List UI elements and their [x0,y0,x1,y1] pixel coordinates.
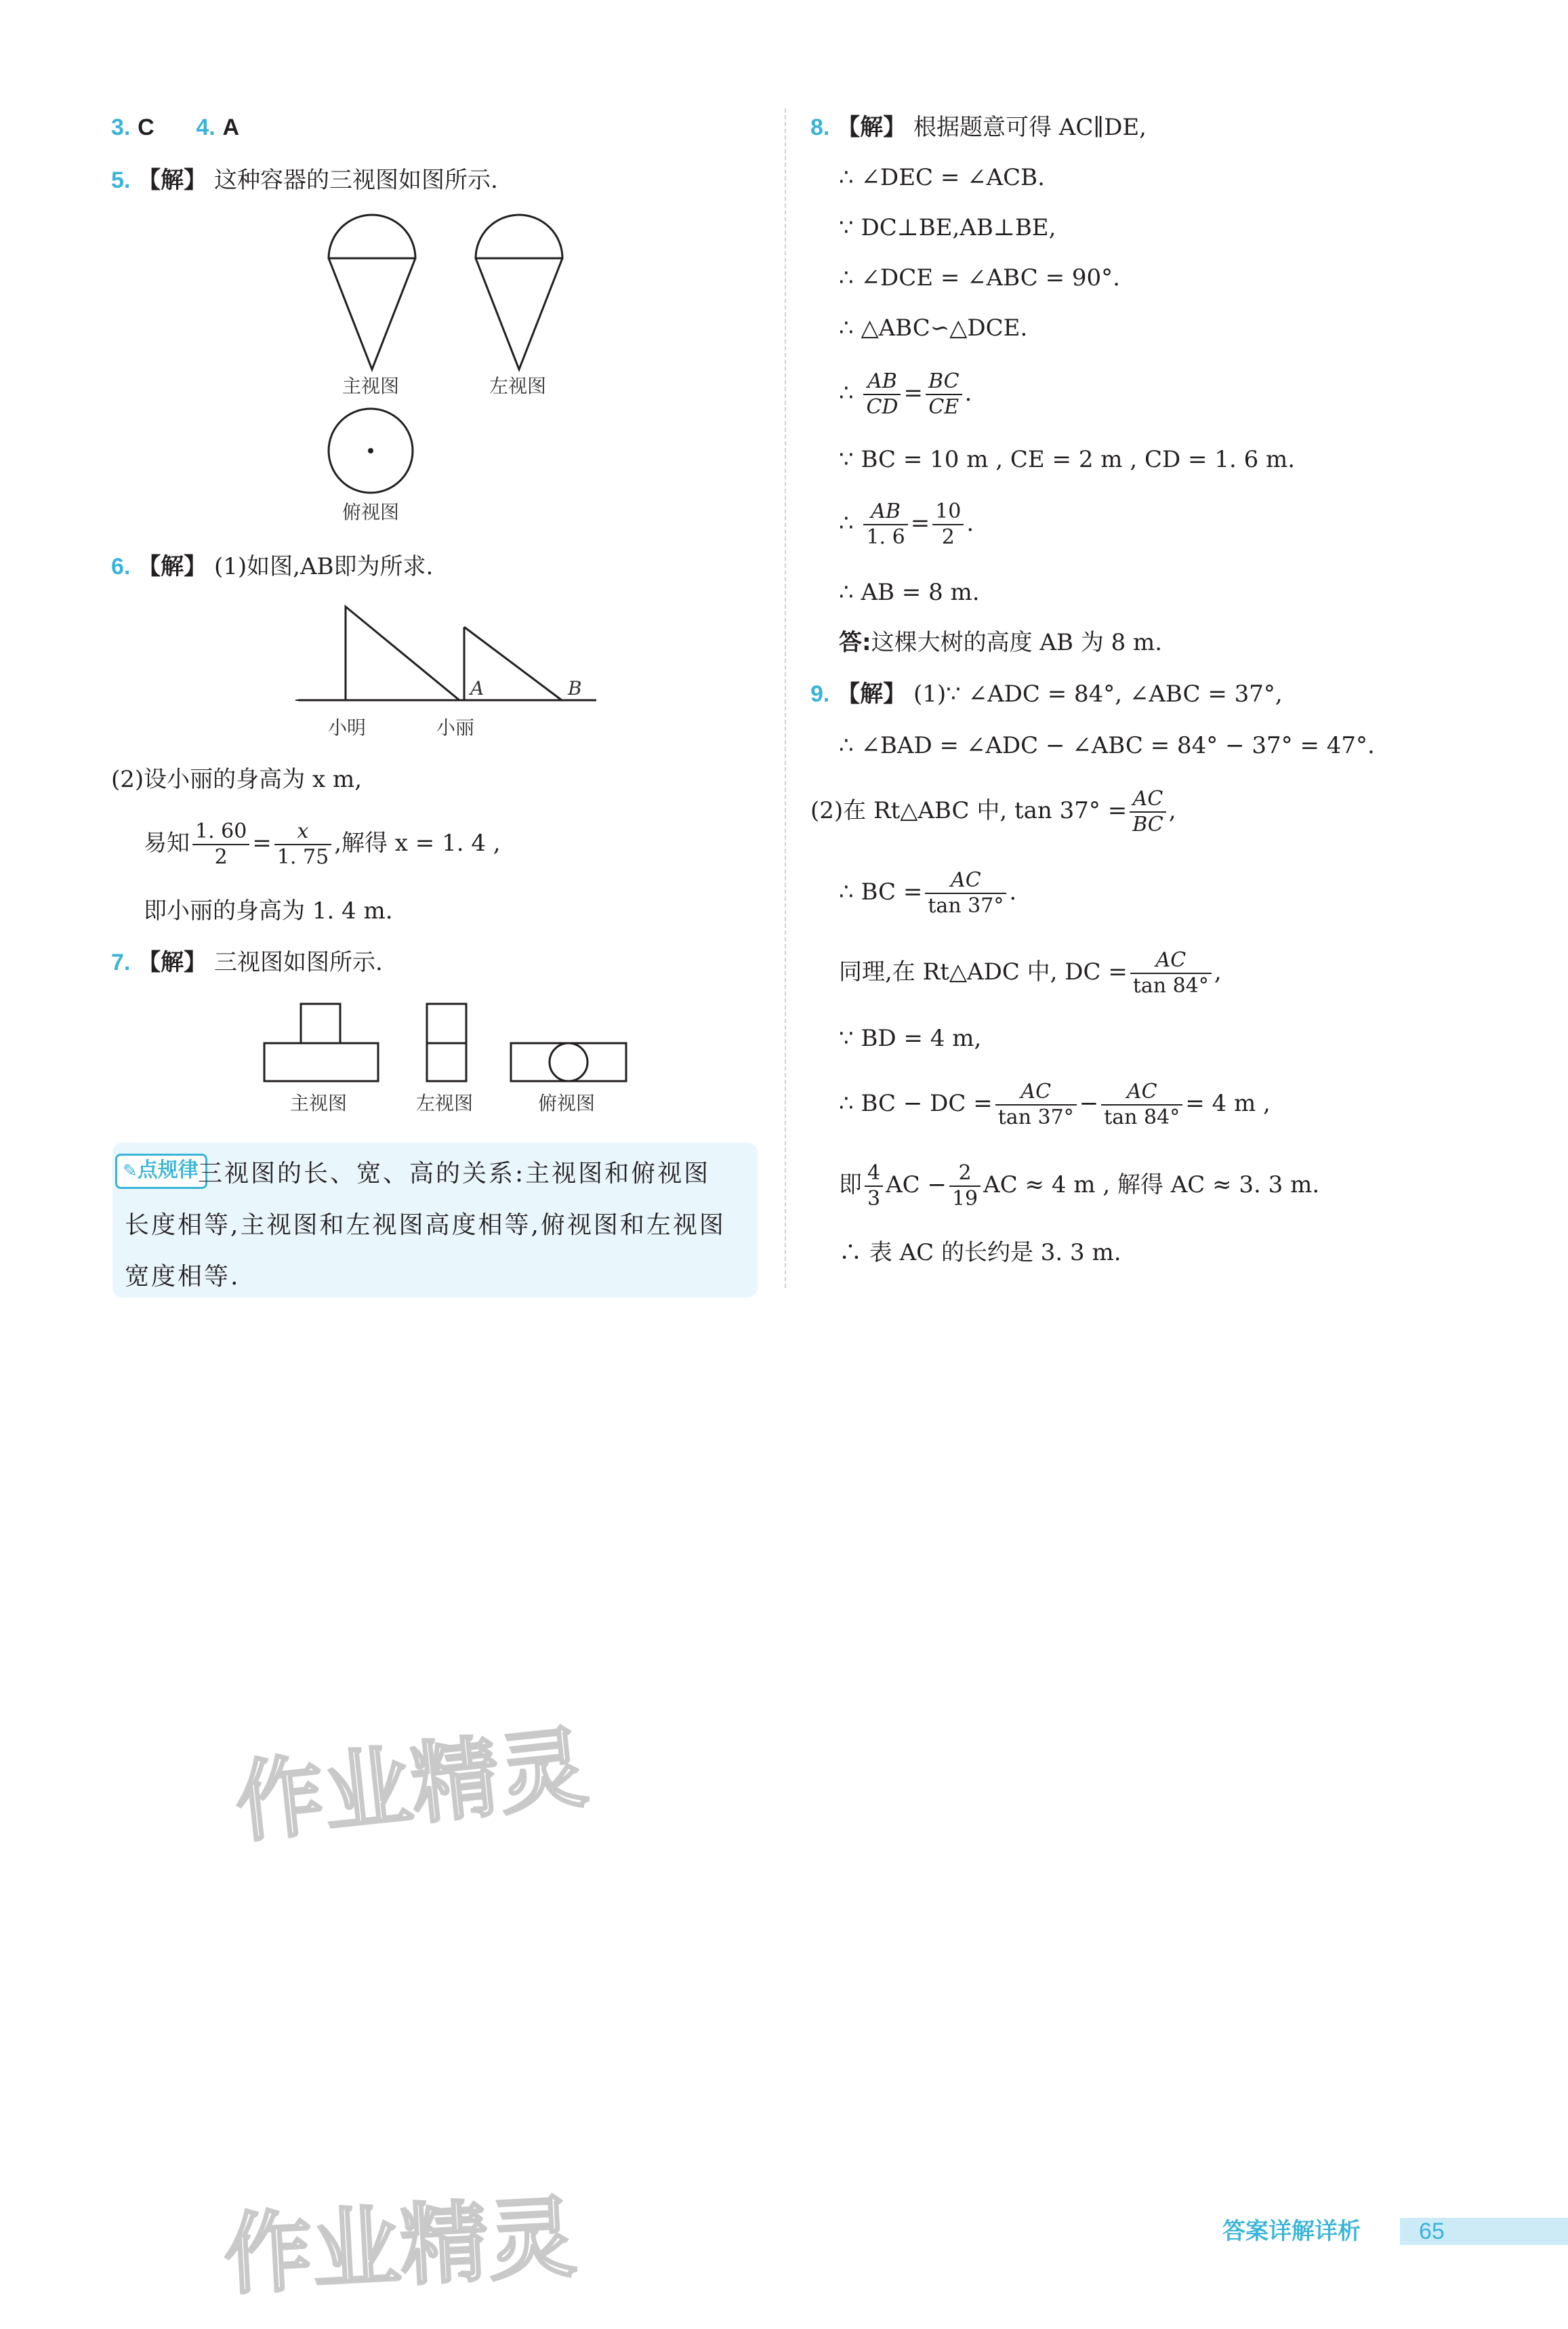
q6-diagram [291,600,603,702]
q9-line-4 [839,945,1222,999]
q9-l6-prefix: ∴ BC − DC = [839,1090,993,1117]
q9-l7-frac-1-den: 3 [867,1187,881,1211]
q8-number: 8. [810,115,830,140]
q8-line-8: ∴ AB = 8 m. [839,579,980,606]
q9-line-3 [839,865,1016,919]
q9-l4-frac-den: tan 84° [1132,974,1209,998]
front-view-top-block [301,1004,340,1043]
tip-label [115,1154,207,1189]
top-view-base [511,1043,626,1081]
top-view-apex-dot [368,448,373,453]
q9-l2-frac [1130,787,1166,837]
q9-line-1: ∴ ∠BAD = ∠ADC − ∠ABC = 84° − 37° = 47°. [839,732,1375,759]
q9-l6-suffix: = 4 m , [1185,1090,1271,1117]
q9-l4-prefix: 同理,在 Rt△ADC 中, DC = [839,958,1128,986]
tip-line-2: 长度相等,主视图和左视图高度相等,俯视图和左视图 [125,1211,726,1239]
q9-l3-frac-num: AC [925,868,1006,894]
tip-line-1: 三视图的长、宽、高的关系:主视图和俯视图 [198,1160,711,1188]
q7-heading [111,948,383,977]
q9-line-6 [839,1076,1271,1131]
q9-l4-suffix: , [1214,958,1222,986]
q8-l7-frac-1 [863,500,907,550]
q9-l3-suffix: . [1009,878,1017,906]
q7-tag: 【解】 [138,949,207,976]
q6-label-xiaoming: 小明 [328,716,367,739]
q4-answer: A [222,115,240,140]
q6-label-xiaoli: 小丽 [436,716,475,739]
q8-l7-equals: = [910,510,930,537]
q5-caption-top: 俯视图 [342,501,400,523]
q6-heading [111,552,433,582]
watermark-bottom: 作业精灵 [221,2185,579,2307]
q7-figure [257,1000,637,1088]
q6-tag: 【解】 [138,553,207,580]
column-divider [785,108,786,1288]
q7-number: 7. [111,950,131,975]
left-view-base [427,1043,466,1081]
q6-conclusion: 即小丽的身高为 1. 4 m. [144,897,393,925]
q9-l6-frac-2 [1101,1080,1182,1130]
q8-line-6: ∵ BC = 10 m , CE = 2 m , CD = 1. 6 m. [839,446,1296,473]
q5-text: 这种容器的三视图如图所示. [213,167,498,194]
q9-l7-middle: AC − [886,1171,947,1198]
q8-l5-prefix: ∴ [839,380,854,407]
q8-l7-frac-2 [932,500,964,550]
q6-fraction-2 [274,819,331,870]
q8-l5-frac-1-den: CD [866,395,899,419]
q8-l5-suffix: . [964,380,972,407]
left-view-cone [476,258,562,369]
q8-line-7 [839,496,974,550]
q6-part2: (2)设小丽的身高为 x m, [111,766,362,793]
q5-tag: 【解】 [138,167,207,194]
q6-eq-prefix: 易知 [144,830,190,857]
q8-l5-frac-1 [863,369,901,420]
q9-l2-suffix: , [1168,797,1176,824]
tip-label-text: 点规律 [137,1158,199,1182]
q6-eq-suffix: ,解得 x = 1. 4 , [334,830,501,857]
q3-answer: C [138,115,154,140]
q9-line-7 [839,1158,1319,1212]
q9-l2-frac-den: BC [1132,813,1163,836]
q9-heading [810,679,1283,709]
q8-l7-prefix: ∴ [839,510,854,537]
q5-caption-front: 主视图 [342,375,400,397]
q8-line-2: ∵ DC⊥BE,AB⊥BE, [839,214,1056,241]
q6-label-a: A [470,677,484,700]
q9-tag: 【解】 [837,681,907,708]
q9-l7-frac-2-num: 2 [949,1161,981,1187]
xiaoming-triangle [346,607,459,700]
q8-line-4: ∴ △ABC∽△DCE. [839,315,1028,342]
q6-eq-equals: = [252,830,272,857]
q7-caption-left: 左视图 [416,1092,474,1114]
q6-text: (1)如图,AB即为所求. [213,553,434,580]
front-view-base [264,1043,378,1081]
q6-fraction-1 [192,819,249,870]
q8-l5-equals: = [903,380,923,407]
q6-equation [144,816,501,870]
q9-l6-frac-2-num: AC [1101,1080,1182,1106]
left-view-hemisphere [476,215,562,258]
q8-answer [839,628,1162,657]
q6-fraction-2-den: 1. 75 [276,845,329,869]
q8-line-1: ∴ ∠DEC = ∠ACB. [839,164,1045,191]
q4-number: 4. [196,115,215,140]
q8-l5-frac-2-den: CE [928,395,960,419]
q9-l6-minus: − [1079,1090,1099,1117]
q9-l4-frac-num: AC [1130,948,1212,974]
q9-line-8: ∴ 表 AC 的长约是 3. 3 m. [839,1239,1121,1266]
q7-caption-front: 主视图 [290,1092,348,1114]
q8-l5-frac-1-num: AB [863,369,901,395]
q8-line-5 [839,366,972,420]
q3-number: 3. [111,115,131,140]
q6-number: 6. [111,554,131,580]
page-number: 65 [1419,2219,1445,2244]
q8-line-3: ∴ ∠DCE = ∠ABC = 90°. [839,264,1120,291]
q9-l3-frac-den: tan 37° [928,894,1004,918]
q8-tag: 【解】 [837,114,907,141]
q7-caption-top: 俯视图 [538,1092,596,1114]
q6-label-b: B [568,677,582,700]
q9-l7-frac-1-num: 4 [865,1161,883,1187]
q9-l6-frac-1-den: tan 37° [997,1106,1074,1129]
q5-figure [318,214,576,532]
q8-heading [810,113,1147,142]
q8-l7-frac-2-num: 10 [932,500,964,525]
q5-heading [111,165,498,195]
q9-l3-prefix: ∴ BC = [839,878,923,906]
q9-l6-frac-1-num: AC [995,1080,1077,1106]
front-view-cone [329,258,415,369]
q8-l5-frac-2-num: BC [926,369,962,395]
q9-l7-prefix: 即 [839,1171,862,1198]
q9-l7-frac-1 [865,1161,883,1211]
q8-l7-suffix: . [966,510,974,537]
left-view-top-block [427,1004,466,1043]
q7-text: 三视图如图所示. [213,949,383,976]
q8-text: 根据题意可得 AC∥DE, [913,114,1147,141]
q9-l6-frac-1 [995,1080,1077,1130]
q9-text: (1)∵ ∠ADC = 84°, ∠ABC = 37°, [913,681,1283,708]
q8-l5-frac-2 [926,369,962,420]
q9-l6-frac-2-den: tan 84° [1104,1106,1180,1129]
q9-l7-suffix: AC ≈ 4 m , 解得 AC ≈ 3. 3 m. [983,1171,1320,1198]
q6-fraction-2-num: x [274,819,331,845]
watermark-middle: 作业精灵 [230,1716,592,1855]
q6-fraction-1-num: 1. 60 [192,819,249,845]
q8-answer-tag: 答: [839,629,871,656]
q9-l3-frac [925,868,1006,918]
q5-number: 5. [111,167,131,193]
q9-number: 9. [810,681,830,707]
top-view-circle [550,1043,587,1081]
q9-l7-frac-2 [949,1161,981,1211]
q8-l7-frac-1-num: AB [863,500,907,525]
q8-l7-frac-1-den: 1. 6 [866,525,905,549]
q9-l7-frac-2-den: 19 [951,1187,978,1211]
q8-l7-frac-2-den: 2 [941,525,955,549]
q6-fraction-1-den: 2 [214,845,228,869]
q9-l2-prefix: (2)在 Rt△ABC 中, tan 37° = [810,797,1128,824]
footer-title: 答案详解详析 [1222,2218,1361,2245]
tip-line-3: 宽度相等. [125,1263,241,1291]
pin-icon: ✎ [123,1161,138,1181]
front-view-hemisphere [329,215,415,258]
q9-l2-frac-num: AC [1130,787,1166,813]
q3-q4-answers [111,113,239,142]
q8-answer-text: 这棵大树的高度 AB 为 8 m. [871,629,1163,656]
q9-line-5: ∵ BD = 4 m, [839,1025,982,1052]
q9-line-2 [810,784,1176,838]
q5-caption-left: 左视图 [489,375,547,397]
q9-l4-frac [1130,948,1212,998]
